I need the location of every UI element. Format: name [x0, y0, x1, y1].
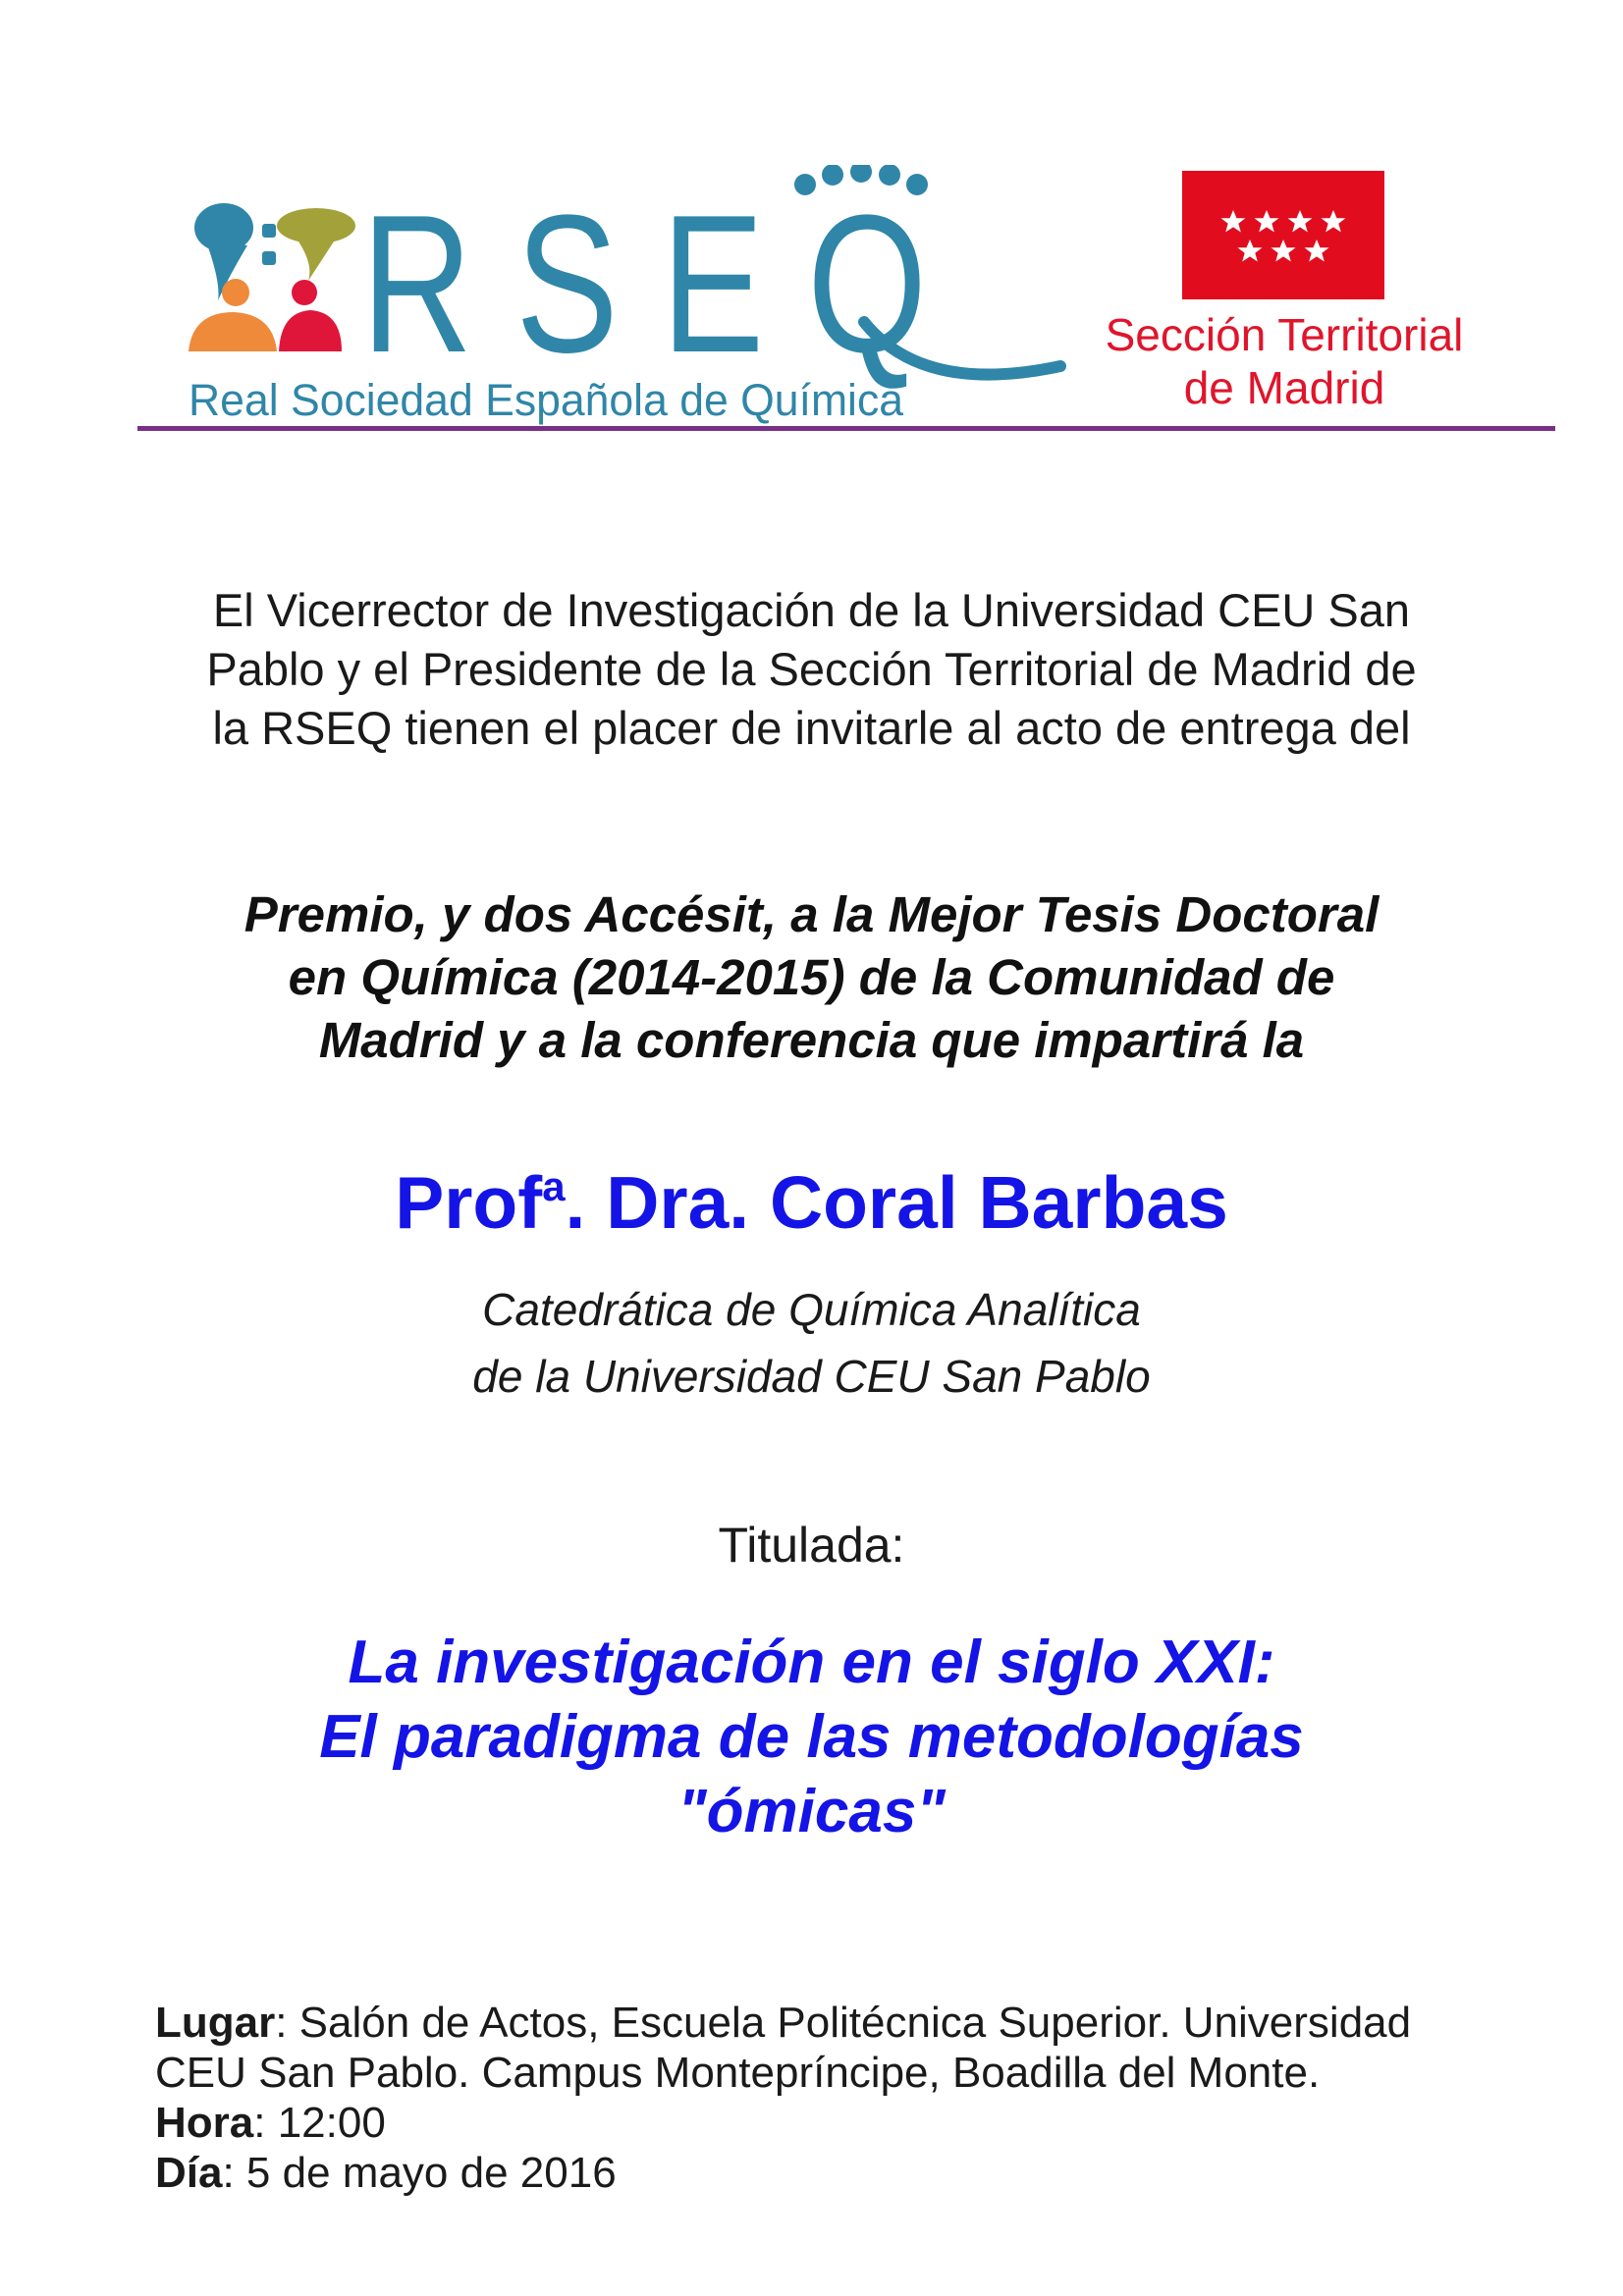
section-title-line2: de Madrid: [1183, 362, 1385, 413]
venue-line-2: CEU San Pablo. Campus Montepríncipe, Boadilla del Monte.: [155, 2049, 1321, 2097]
talk-title-line: El paradigma de las metodologías: [319, 1703, 1304, 1771]
time-label: Hora: [155, 2099, 254, 2147]
award-text: [147, 883, 1476, 1072]
madrid-flag-icon: [1182, 171, 1384, 299]
venue-value: : Salón de Actos, Escuela Politécnica Superior. Universidad: [275, 1999, 1412, 2047]
date-line: [155, 2148, 1461, 2198]
time-line: [155, 2098, 1461, 2148]
invitation-line: la RSEQ tienen el placer de invitarle al acto de entrega del: [212, 702, 1411, 754]
invitation-line: Pablo y el Presidente de la Sección Territorial de Madrid de: [206, 643, 1417, 695]
affiliation-line: Catedrática de Química Analítica: [482, 1284, 1141, 1335]
talk-title: [147, 1626, 1476, 1849]
venue-line: [155, 1998, 1461, 2048]
speaker-name: [147, 1158, 1476, 1247]
award-line: en Química (2014-2015) de la Comunidad de: [288, 949, 1335, 1005]
titled-label: Titulada:: [718, 1518, 905, 1573]
speaker-superscript: a: [542, 1163, 566, 1209]
rseq-subtitle: Real Sociedad Española de Química: [189, 375, 904, 425]
affiliation-line: de la Universidad CEU San Pablo: [472, 1351, 1151, 1402]
speaker-affiliation: [147, 1276, 1476, 1410]
invitation-text: [147, 581, 1476, 758]
rseq-wordmark: RSEQ: [361, 175, 970, 394]
award-line: Madrid y a la conferencia que impartirá la: [318, 1012, 1305, 1068]
event-details: [155, 1998, 1461, 2198]
speaker-prefix: Prof: [395, 1161, 543, 1244]
award-line: Premio, y dos Accésit, a la Mejor Tesis Doctoral: [243, 886, 1380, 942]
speaker-full-name: . Dra. Coral Barbas: [565, 1161, 1228, 1244]
invitation-line: El Vicerrector de Investigación de la Universidad CEU San: [212, 584, 1411, 636]
talk-title-line: "ómicas": [677, 1778, 946, 1845]
section-title-line1: Sección Territorial: [1105, 309, 1464, 360]
header-divider: [137, 426, 1555, 431]
rseq-logo: [177, 165, 1080, 425]
section-title: [1060, 308, 1508, 414]
time-value: : 12:00: [253, 2099, 386, 2147]
talk-title-line: La investigación en el siglo XXI:: [348, 1629, 1275, 1696]
venue-label: Lugar: [155, 1999, 276, 2047]
date-label: Día: [155, 2149, 223, 2197]
date-value: : 5 de mayo de 2016: [222, 2149, 617, 2197]
